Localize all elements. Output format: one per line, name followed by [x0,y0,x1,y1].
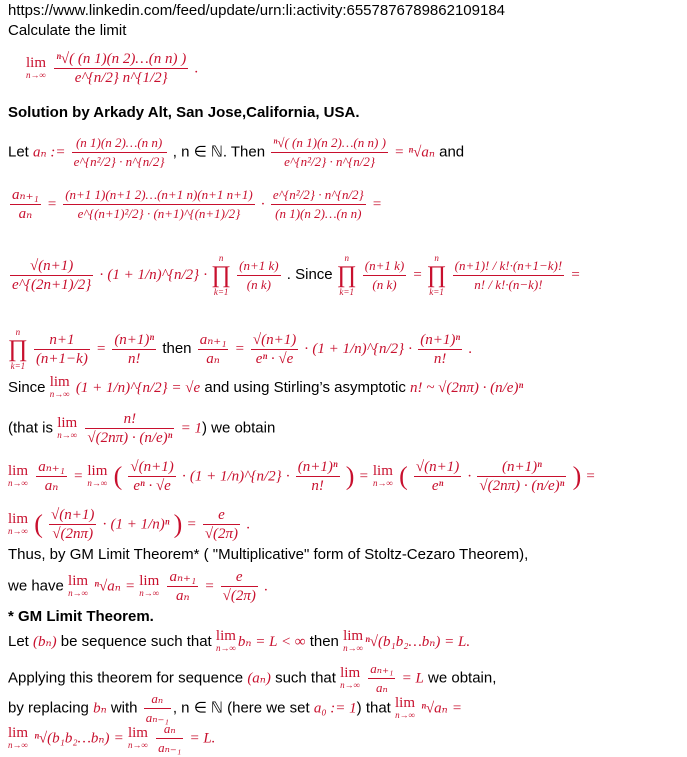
lim-operator-12: lim n→∞ [340,664,361,690]
author-line: Solution by Arkady Alt, San Jose,California, USA. [8,104,360,121]
limit-chain-line: lim n→∞ $\frac{\text{aₙ₊₁}}{\text{aₙ}}$ = lim n→∞ ( $\frac{√(n+1)}{\text{eⁿ · √e}}$ · (1 + 1/n)^{n/2} · $\frac{\text{(n+1)ⁿ}}{n!}$ ) = lim n→∞ ( $\frac{√(n+1)}{\text{eⁿ}}$ · $\frac{\text{(n+1)ⁿ}}{\text{√(2nπ) · (n/e)ⁿ}}$ ) = [8,459,596,494]
lim-operator-13: lim n→∞ [395,694,416,720]
power-factorial-2: $\frac{\text{(n+1)ⁿ}}{n!}$ [420,331,461,367]
prompt-text: Calculate the limit [8,22,127,39]
lim-operator-5: lim n→∞ [87,462,108,488]
lim-operator-6: lim n→∞ [372,462,393,488]
sqrt-fraction: $\frac{√(n+1)}{e\^{}\{(2n+1)/2\}}$ [12,257,92,293]
lim-operator-2: lim n→∞ [49,374,70,399]
thus-line: Thus, by GM Limit Theorem* ( "Multiplicative" form of Stoltz-Cezaro Theorem), [8,546,529,563]
applying-line: Applying this theorem for sequence (aₙ) such that lim n→∞ $\frac{\text{aₙ₊₁}}{\text{aₙ}}$ = L we obtain, [8,661,497,695]
lim-operator-9: lim n→∞ [139,572,160,598]
final-value: $\frac{e}{√(2\pi)}$ [222,569,256,604]
stirling-fraction: $\frac{n!}{\text{√(2nπ) · (n/e)ⁿ}}$ [87,411,173,446]
binomial-ratio-2: $\frac{(n+1 k)}{\text{(n k)}}$ [364,257,405,292]
source-url: https://www.linkedin.com/feed/update/urn:li:activity:6557876789862109184 [8,2,505,19]
product-operator: n ∏ k=1 [211,253,231,297]
lim-operator-15: lim n→∞ [127,724,148,750]
ratio-fraction-3: $\frac{\text{aₙ₊₁}}{\text{aₙ}}$ [38,459,65,494]
final-fraction: $\frac{\text{aₙ}}{\text{aₙ₋₁}}$ [158,721,182,755]
root-fraction: $\frac{\text{ⁿ√( (n 1)(n 2)…(n n) )}}{\text{e\textasciicircum{}\{n²/2\} · n\textasciicircum{}\{n/2\}}}$ [273,135,386,169]
bn-fraction: $\frac{\text{aₙ}}{\text{aₙ₋₁}}$ [145,691,169,725]
lim-operator-4: lim n→∞ [8,462,29,488]
ratio-fraction-2: $\frac{\text{aₙ₊₁}}{\text{aₙ}}$ [199,331,227,367]
stirling-line: Since lim n→∞ (1 + 1/n)^{n/2} = √e and using Stirling’s asymptotic n! ~ √(2nπ) · (n/e)ⁿ [8,374,524,399]
product-line: $\frac{√(n+1)}{e\^{}\{(2n+1)/2\}}$ · (1 + 1/n)^{n/2} · n ∏ k=1 $\frac{(n+1 k)}{\text{(n k)}}$ . Since n ∏ k=1 $\frac{(n+1 k)}{\text{(n k)}}$ = n ∏ k=1 $\frac{(n+1)! / k!\cdot(n+1-k)!}{n! / k!\cdot(n-k)!}$ = [12,253,581,297]
lim-operator-3: lim n→∞ [57,414,78,440]
ratio-fraction-5: $\frac{\text{aₙ₊₁}}{\text{aₙ}}$ [370,661,394,695]
factorial-ratio: $\frac{(n+1)! / k!\cdot(n+1-k)!}{n! / k!\cdot(n-k)!}$ [454,257,563,292]
product-operator-4: n ∏ k=1 [8,327,28,371]
ratio-rhs2: $\frac{\text{e\textasciicircum{}\{n²/2\} · n\textasciicircum{}\{n/2\}}}{\text{(n 1)(n 2)…(n n)}}$ [272,187,364,221]
lim-operator-8: lim n→∞ [68,572,89,598]
lim-operator-11: lim n→∞ [343,628,364,653]
limit-result-line: lim n→∞ ( $\frac{√(n+1)}{√(2n\pi)}$ · (1 + 1/n)ⁿ ) = $\frac{e}{√(2\pi)}$ . [8,507,250,542]
ratio-fraction-4: $\frac{\text{aₙ₊₁}}{\text{aₙ}}$ [169,569,197,604]
lim-operator-14: lim n→∞ [8,724,29,750]
power-factorial: $\frac{\text{(n+1)ⁿ}}{n!}$ [114,331,155,367]
result-fraction: $\frac{e}{√(2\pi)}$ [204,507,239,542]
chain-d: $\frac{\text{(n+1)ⁿ}}{\text{√(2nπ) · (n/e)ⁿ}}$ [479,459,565,494]
an-definition-fraction: $\frac{\text{(n 1)(n 2)…(n n)}}{\text{e\textasciicircum{}\{n²/2\} · n\textasciicircum{}\{n/2\}}}$ [73,135,165,169]
lim-operator-10: lim n→∞ [215,628,236,653]
chain-b: $\frac{\text{(n+1)ⁿ}}{n!}$ [297,459,338,494]
ratio-rhs1: $\frac{(n+1 1)(n+1 2)\dots(n+1 n)(n+1 n+1)}{\text{e\textasciicircum{}\{(n+1)²/2\} · (n+1)\textasciicircum{}\{(n+1)/2\}}}$ [65,187,253,221]
chain-e: $\frac{√(n+1)}{√(2n\pi)}$ [51,507,95,542]
definition-line: Let aₙ := $\frac{\text{(n 1)(n 2)…(n n)}}{\text{e\textasciicircum{}\{n²/2\} · n\textasciicircum{}\{n/2\}}}$ , n ∈ ℕ. Then $\frac{\text{ⁿ√( (n 1)(n 2)…(n n) )}}{\text{e\textasciicircum{}\{n²/2\} · n\textasciicircum{}\{n/2\}}}$ = ⁿ√aₙ and [8,135,465,169]
problem-limit: lim n→∞ $\frac{\text{ⁿ√( (n 1)(n 2)…(n n) )}}{e\^{}\{n/2\} n\^{}\{1/2\}}$ . [26,51,199,86]
ratio-line: $\frac{\text{aₙ₊₁}}{\text{aₙ}}$ = $\frac{(n+1 1)(n+1 2)\dots(n+1 n)(n+1 n+1)}{\text{e\textasciicircum{}\{(n+1)²/2\} · (n+1)\textasciicircum{}\{(n+1)/2\}}}$ · $\frac{\text{e\textasciicircum{}\{n²/2\} · n\textasciicircum{}\{n/2\}}}{\text{(n 1)(n 2)…(n n)}}$ = [12,187,383,222]
term-fraction: $\frac{n+1}{(n+1-k)}$ [35,331,88,367]
product-operator-3: n ∏ k=1 [426,253,447,297]
ratio-fraction: $\frac{\text{aₙ₊₁}}{\text{aₙ}}$ [12,187,39,222]
replacing-line: by replacing bₙ with $\frac{\text{aₙ}}{\text{aₙ₋₁}}$ , n ∈ ℕ (here we set a₀ := 1) that lim n→∞ ⁿ√aₙ = [8,691,463,725]
problem-fraction: $\frac{\text{ⁿ√( (n 1)(n 2)…(n n) )}}{e\^{}\{n/2\} n\^{}\{1/2\}}$ [56,51,187,86]
gm-statement: Let (bₙ) be sequence such that lim n→∞ bₙ = L < ∞ then lim n→∞ ⁿ√(b₁b₂…bₙ) = L. [8,628,471,653]
chain-a: $\frac{√(n+1)}{\text{eⁿ · √e}}$ [130,459,174,494]
product-result-line: n ∏ k=1 $\frac{n+1}{(n+1-k)}$ = $\frac{\text{(n+1)ⁿ}}{n!}$ then $\frac{\text{aₙ₊₁}}{\text{aₙ}}$ = $\frac{√(n+1)}{\text{eⁿ · √e}}$ · (1 + 1/n)^{n/2} · $\frac{\text{(n+1)ⁿ}}{n!}$ . [8,327,472,371]
lim-operator-7: lim n→∞ [8,510,29,536]
chain-c: $\frac{√(n+1)}{\text{eⁿ}}$ [415,459,460,494]
binomial-ratio: $\frac{(n+1 k)}{\text{(n k)}}$ [239,257,279,292]
we-have-line: we have lim n→∞ ⁿ√aₙ = lim n→∞ $\frac{\text{aₙ₊₁}}{\text{aₙ}}$ = $\frac{e}{√(2\pi)}$ . [8,569,268,604]
that-is-line: (that is lim n→∞ $\frac{n!}{\text{√(2nπ) · (n/e)ⁿ}}$ = 1) we obtain [8,411,276,446]
lim-operator: lim n→∞ [26,54,47,80]
product-operator-2: n ∏ k=1 [336,253,357,297]
sqrt-e-fraction: $\frac{√(n+1)}{\text{eⁿ · √e}}$ [252,331,297,367]
final-line: lim n→∞ ⁿ√(b₁b₂…bₙ) = lim n→∞ $\frac{\text{aₙ}}{\text{aₙ₋₁}}$ = L. [8,721,216,755]
gm-theorem-title: * GM Limit Theorem. [8,608,154,625]
